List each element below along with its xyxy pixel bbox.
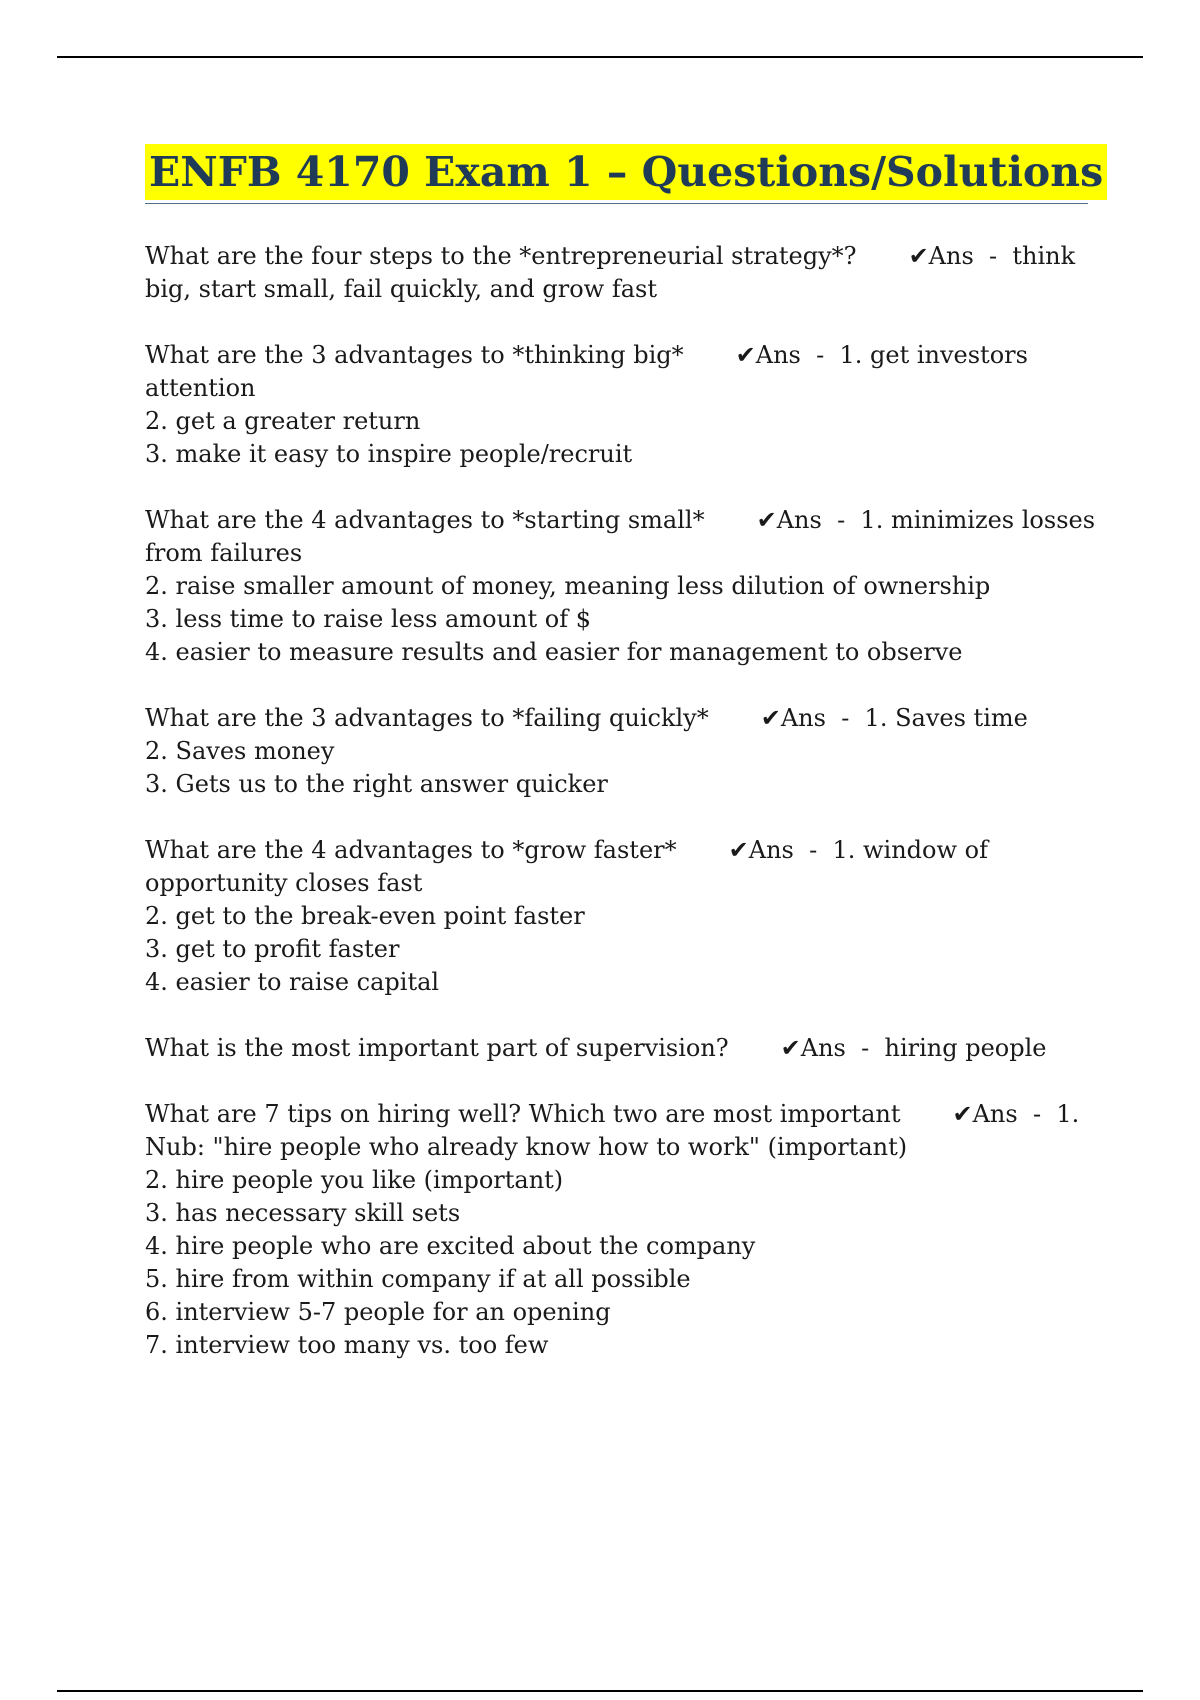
answer-prefix: ✔Ans - 1. Saves time (760, 704, 1028, 732)
answer-line: 2. get a greater return (145, 407, 421, 435)
answer-line: 2. Saves money (145, 737, 335, 765)
question-text: What is the most important part of supervision? (145, 1034, 729, 1062)
answer-line: big, start small, fail quickly, and grow fast (145, 275, 657, 303)
answer-line: 5. hire from within company if at all possible (145, 1265, 691, 1293)
question-text: What are the 3 advantages to *thinking big* (145, 341, 684, 369)
question-text: What are the 3 advantages to *failing quickly* (145, 704, 709, 732)
answer-line: 3. less time to raise less amount of $ (145, 605, 591, 633)
qa-question-line (145, 339, 1095, 372)
title-block (145, 144, 1104, 204)
answer-line: 3. has necessary skill sets (145, 1199, 461, 1227)
qa-item (145, 1032, 1095, 1065)
answer-line: 2. raise smaller amount of money, meaning less dilution of ownership (145, 572, 991, 600)
qa-item (145, 1098, 1095, 1362)
answer-line: 2. get to the break-even point faster (145, 902, 585, 930)
answer-line: 2. hire people you like (important) (145, 1166, 564, 1194)
qa-item (145, 240, 1095, 306)
answer-line: 7. interview too many vs. too few (145, 1331, 549, 1359)
answer-line: 4. easier to raise capital (145, 968, 440, 996)
qa-item (145, 339, 1095, 471)
question-text: What are 7 tips on hiring well? Which two are most important (145, 1100, 901, 1128)
answer-line: 3. get to profit faster (145, 935, 400, 963)
question-text: What are the 4 advantages to *starting small* (145, 506, 705, 534)
page-title: ENFB 4170 Exam 1 – Questions/Solutions (145, 144, 1107, 200)
answer-prefix: ✔Ans - think (908, 242, 1076, 270)
qa-question-line (145, 1098, 1095, 1131)
answer-line: attention (145, 374, 256, 402)
answer-prefix: ✔Ans - hiring people (780, 1034, 1047, 1062)
qa-item (145, 504, 1095, 669)
qa-item (145, 702, 1095, 801)
qa-item (145, 834, 1095, 999)
qa-list (145, 240, 1095, 1395)
answer-line: 3. Gets us to the right answer quicker (145, 770, 608, 798)
qa-question-line (145, 1032, 1095, 1065)
question-text: What are the 4 advantages to *grow faster* (145, 836, 677, 864)
answer-prefix: ✔Ans - 1. (952, 1100, 1080, 1128)
answer-line: from failures (145, 539, 303, 567)
answer-line: 3. make it easy to inspire people/recruit (145, 440, 633, 468)
answer-line: 4. easier to measure results and easier for management to observe (145, 638, 963, 666)
qa-question-line (145, 504, 1095, 537)
answer-line: Nub: "hire people who already know how to work" (important) (145, 1133, 908, 1161)
header-rule (57, 56, 1143, 58)
footer-rule (57, 1690, 1143, 1692)
answer-prefix: ✔Ans - 1. minimizes losses (756, 506, 1096, 534)
answer-line: 6. interview 5-7 people for an opening (145, 1298, 611, 1326)
qa-question-line (145, 240, 1095, 273)
answer-line: 4. hire people who are excited about the company (145, 1232, 756, 1260)
qa-question-line (145, 834, 1095, 867)
answer-prefix: ✔Ans - 1. window of (728, 836, 988, 864)
answer-line: opportunity closes fast (145, 869, 423, 897)
answer-prefix: ✔Ans - 1. get investors (735, 341, 1028, 369)
question-text: What are the four steps to the *entrepreneurial strategy*? (145, 242, 857, 270)
qa-question-line (145, 702, 1095, 735)
